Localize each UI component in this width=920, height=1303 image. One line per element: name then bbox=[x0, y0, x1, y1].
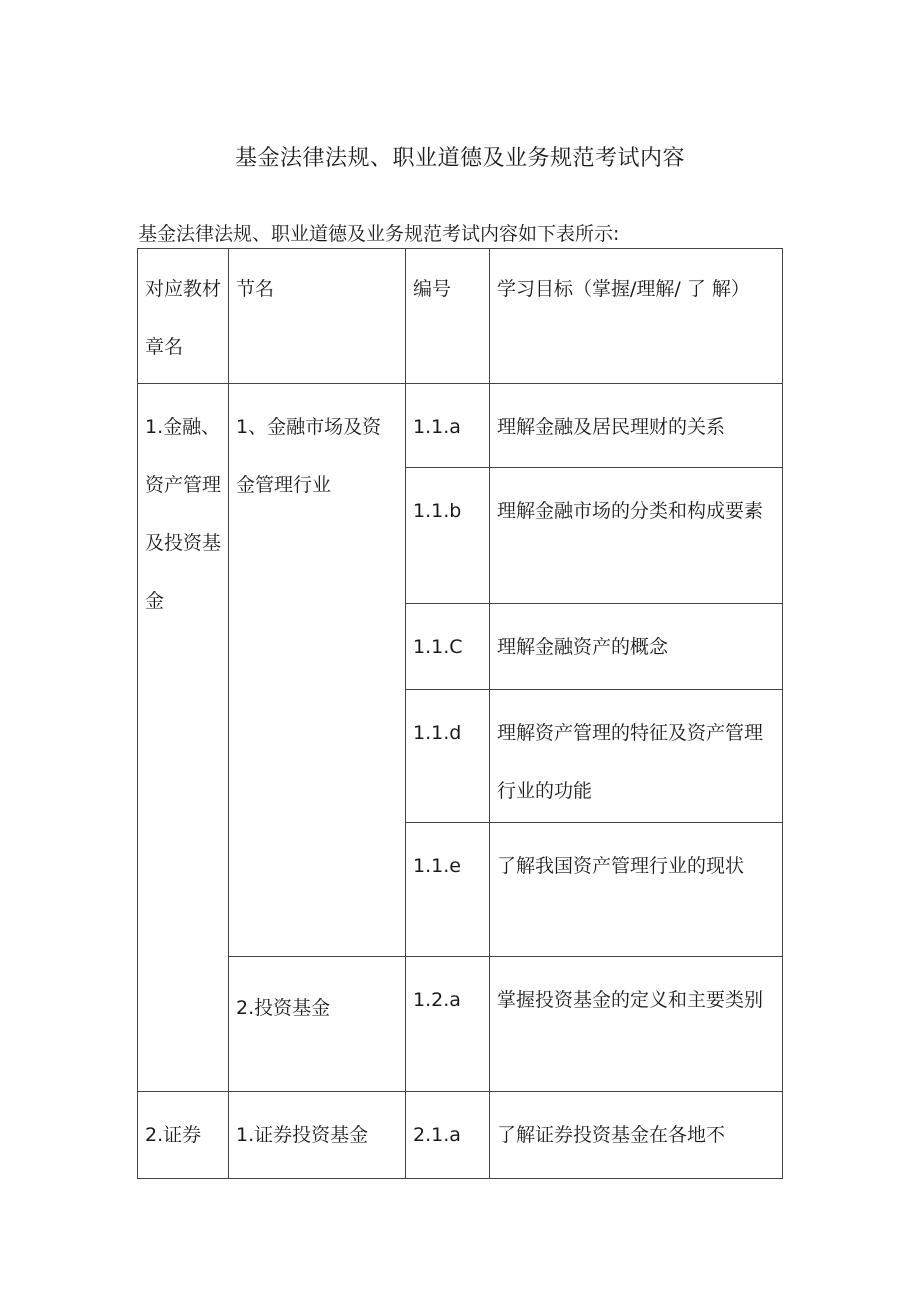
code-cell: 2.1.a bbox=[406, 1092, 490, 1179]
code-cell: 1.1.e bbox=[406, 823, 490, 957]
code-cell: 1.1.C bbox=[406, 604, 490, 690]
code-cell: 1.2.a bbox=[406, 957, 490, 1092]
table-row bbox=[138, 957, 783, 1092]
goal-cell: 理解金融及居民理财的关系 bbox=[490, 384, 783, 468]
code-cell: 1.1.a bbox=[406, 384, 490, 468]
table-row bbox=[138, 1092, 783, 1179]
section-cell: 1.证券投资基金 bbox=[229, 1092, 406, 1179]
exam-content-table bbox=[137, 248, 783, 1179]
table-header-row bbox=[138, 249, 783, 384]
intro-text: 基金法律法规、职业道德及业务规范考试内容如下表所示: bbox=[138, 223, 620, 245]
section-cell: 1、金融市场及资金管理行业 bbox=[229, 384, 406, 957]
table-row bbox=[138, 384, 783, 468]
header-chapter: 对应教材章名 bbox=[138, 249, 229, 384]
section-cell: 2.投资基金 bbox=[229, 957, 406, 1092]
goal-cell: 理解金融资产的概念 bbox=[490, 604, 783, 690]
header-section: 节名 bbox=[229, 249, 406, 384]
goal-cell: 理解资产管理的特征及资产管理行业的功能 bbox=[490, 690, 783, 823]
goal-cell: 理解金融市场的分类和构成要素 bbox=[490, 468, 783, 604]
header-goal: 学习目标（掌握/理解/ 了 解） bbox=[490, 249, 783, 384]
goal-cell: 了解证券投资基金在各地不 bbox=[490, 1092, 783, 1179]
goal-cell: 掌握投资基金的定义和主要类别 bbox=[490, 957, 783, 1092]
chapter-cell: 2.证券 bbox=[138, 1092, 229, 1179]
header-code: 编号 bbox=[406, 249, 490, 384]
code-cell: 1.1.d bbox=[406, 690, 490, 823]
chapter-cell: 1.金融、资产管理及投资基金 bbox=[138, 384, 229, 1092]
goal-cell: 了解我国资产管理行业的现状 bbox=[490, 823, 783, 957]
code-cell: 1.1.b bbox=[406, 468, 490, 604]
document-title: 基金法律法规、职业道德及业务规范考试内容 bbox=[234, 146, 685, 171]
